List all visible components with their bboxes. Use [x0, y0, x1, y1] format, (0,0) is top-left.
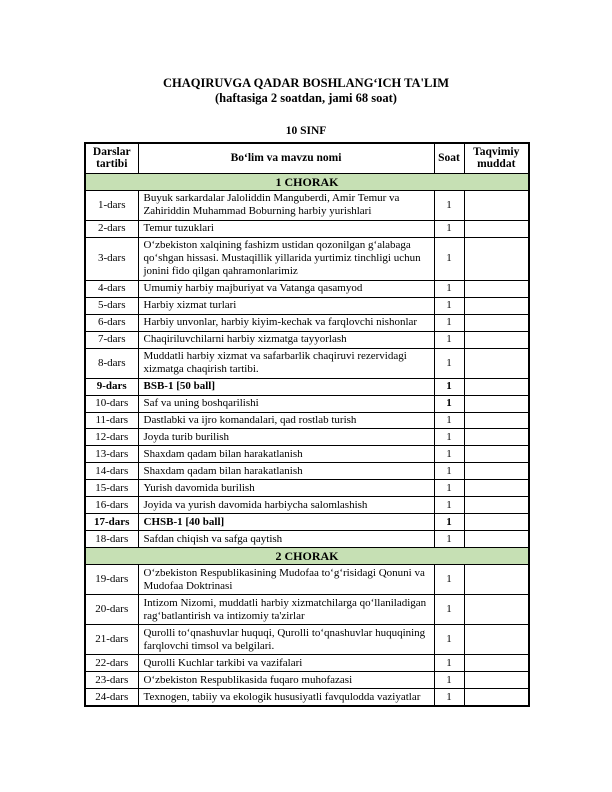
soat-cell: 1	[434, 480, 464, 497]
muddat-cell	[464, 314, 529, 331]
topic-cell: Harbiy xizmat turlari	[138, 297, 434, 314]
section-header-row	[85, 173, 529, 190]
lesson-row	[85, 463, 529, 480]
soat-cell: 1	[434, 220, 464, 237]
topic-cell: Yurish davomida burilish	[138, 480, 434, 497]
topic-cell: Joyda turib burilish	[138, 429, 434, 446]
soat-cell: 1	[434, 463, 464, 480]
lesson-order-cell: 11-dars	[85, 412, 138, 429]
muddat-cell	[464, 378, 529, 395]
topic-cell: Texnogen, tabiiy va ekologik hususiyatli favqulodda vaziyatlar	[138, 689, 434, 706]
muddat-cell	[464, 672, 529, 689]
soat-cell: 1	[434, 280, 464, 297]
lesson-row	[85, 348, 529, 378]
topic-cell: Shaxdam qadam bilan harakatlanish	[138, 446, 434, 463]
lesson-row	[85, 625, 529, 655]
soat-cell: 1	[434, 531, 464, 548]
lesson-order-cell: 3-dars	[85, 237, 138, 280]
lesson-row	[85, 412, 529, 429]
topic-cell: Shaxdam qadam bilan harakatlanish	[138, 463, 434, 480]
soat-cell: 1	[434, 297, 464, 314]
section-title: 1 CHORAK	[85, 173, 529, 190]
soat-cell: 1	[434, 446, 464, 463]
muddat-cell	[464, 237, 529, 280]
muddat-cell	[464, 625, 529, 655]
muddat-cell	[464, 395, 529, 412]
soat-cell: 1	[434, 514, 464, 531]
lesson-row	[85, 531, 529, 548]
topic-cell: Harbiy unvonlar, harbiy kiyim-kechak va farqlovchi nishonlar	[138, 314, 434, 331]
title-line-1: CHAQIRUVGA QADAR BOSHLANGʻICH TA'LIM	[162, 76, 450, 90]
header-row	[85, 143, 529, 174]
soat-cell: 1	[434, 190, 464, 220]
soat-cell: 1	[434, 237, 464, 280]
soat-cell: 1	[434, 595, 464, 625]
lesson-order-cell: 19-dars	[85, 565, 138, 595]
muddat-cell	[464, 514, 529, 531]
muddat-cell	[464, 280, 529, 297]
curriculum-table-header	[85, 143, 529, 174]
muddat-cell	[464, 331, 529, 348]
col-header-darslar-tartibi: Darslar tartibi	[85, 143, 138, 174]
lesson-order-cell: 20-dars	[85, 595, 138, 625]
muddat-cell	[464, 531, 529, 548]
lesson-row	[85, 395, 529, 412]
lesson-order-cell: 16-dars	[85, 497, 138, 514]
topic-cell: Chaqiriluvchilarni harbiy xizmatga tayyorlash	[138, 331, 434, 348]
lesson-order-cell: 9-dars	[85, 378, 138, 395]
lesson-row	[85, 565, 529, 595]
topic-cell: CHSB-1 [40 ball]	[138, 514, 434, 531]
topic-cell: Joyida va yurish davomida harbiycha salomlashish	[138, 497, 434, 514]
topic-cell: Oʻzbekiston xalqining fashizm ustidan qozonilgan gʻalabaga qoʻshgan hissasi. Mustaqillik yillarida yurtimiz tinchligi uchun jonini fido qilgan qahramonlarimiz	[138, 237, 434, 280]
muddat-cell	[464, 446, 529, 463]
grade-heading: 10 SINF	[285, 124, 327, 137]
curriculum-table	[84, 142, 530, 708]
muddat-cell	[464, 463, 529, 480]
lesson-order-cell: 22-dars	[85, 655, 138, 672]
lesson-order-cell: 14-dars	[85, 463, 138, 480]
lesson-row	[85, 514, 529, 531]
topic-cell: Qurolli toʻqnashuvlar huquqi, Qurolli toʻqnashuvlar huquqining farqlovchi timsol va belgilari.	[138, 625, 434, 655]
topic-cell: Muddatli harbiy xizmat va safarbarlik chaqiruvi rezervidagi xizmatga chaqirish tartibi.	[138, 348, 434, 378]
muddat-cell	[464, 412, 529, 429]
topic-cell: Oʻzbekiston Respublikasining Mudofaa toʻgʻrisidagi Qonuni va Mudofaa Doktrinasi	[138, 565, 434, 595]
section-title: 2 CHORAK	[85, 548, 529, 565]
soat-cell: 1	[434, 429, 464, 446]
lesson-order-cell: 4-dars	[85, 280, 138, 297]
soat-cell: 1	[434, 412, 464, 429]
muddat-cell	[464, 689, 529, 706]
soat-cell: 1	[434, 497, 464, 514]
col-header-taqvimiy-muddat: Taqvimiy muddat	[464, 143, 529, 174]
soat-cell: 1	[434, 395, 464, 412]
muddat-cell	[464, 348, 529, 378]
lesson-row	[85, 595, 529, 625]
title-line-2: (haftasiga 2 soatdan, jami 68 soat)	[215, 90, 397, 105]
muddat-cell	[464, 655, 529, 672]
topic-cell: Oʻzbekiston Respublikasida fuqaro muhofazasi	[138, 672, 434, 689]
topic-cell: Intizom Nizomi, muddatli harbiy xizmatchilarga qoʻllaniladigan ragʻbatlantirish va intizomiy ta'zirlar	[138, 595, 434, 625]
lesson-row	[85, 429, 529, 446]
muddat-cell	[464, 595, 529, 625]
topic-cell: Temur tuzuklari	[138, 220, 434, 237]
topic-cell: Saf va uning boshqarilishi	[138, 395, 434, 412]
lesson-row	[85, 220, 529, 237]
section-header-row	[85, 548, 529, 565]
soat-cell: 1	[434, 331, 464, 348]
lesson-row	[85, 672, 529, 689]
soat-cell: 1	[434, 314, 464, 331]
lesson-row	[85, 297, 529, 314]
lesson-order-cell: 1-dars	[85, 190, 138, 220]
lesson-order-cell: 24-dars	[85, 689, 138, 706]
lesson-order-cell: 8-dars	[85, 348, 138, 378]
soat-cell: 1	[434, 348, 464, 378]
col-header-bolim-mavzu: Boʻlim va mavzu nomi	[138, 143, 434, 174]
soat-cell: 1	[434, 625, 464, 655]
lesson-order-cell: 5-dars	[85, 297, 138, 314]
lesson-row	[85, 378, 529, 395]
lesson-order-cell: 17-dars	[85, 514, 138, 531]
topic-cell: BSB-1 [50 ball]	[138, 378, 434, 395]
soat-cell: 1	[434, 689, 464, 706]
lesson-row	[85, 280, 529, 297]
muddat-cell	[464, 220, 529, 237]
col-header-soat: Soat	[434, 143, 464, 174]
soat-cell: 1	[434, 565, 464, 595]
topic-cell: Buyuk sarkardalar Jaloliddin Manguberdi, Amir Temur va Zahiriddin Muhammad Boburning harbiy yurishlari	[138, 190, 434, 220]
muddat-cell	[464, 297, 529, 314]
lesson-order-cell: 15-dars	[85, 480, 138, 497]
document-title	[84, 76, 528, 106]
lesson-order-cell: 7-dars	[85, 331, 138, 348]
lesson-order-cell: 21-dars	[85, 625, 138, 655]
curriculum-table-body	[85, 173, 529, 706]
lesson-order-cell: 23-dars	[85, 672, 138, 689]
lesson-order-cell: 6-dars	[85, 314, 138, 331]
lesson-row	[85, 331, 529, 348]
lesson-order-cell: 13-dars	[85, 446, 138, 463]
muddat-cell	[464, 190, 529, 220]
lesson-row	[85, 655, 529, 672]
topic-cell: Safdan chiqish va safga qaytish	[138, 531, 434, 548]
muddat-cell	[464, 480, 529, 497]
soat-cell: 1	[434, 378, 464, 395]
lesson-order-cell: 18-dars	[85, 531, 138, 548]
lesson-order-cell: 10-dars	[85, 395, 138, 412]
lesson-row	[85, 190, 529, 220]
topic-cell: Umumiy harbiy majburiyat va Vatanga qasamyod	[138, 280, 434, 297]
lesson-order-cell: 12-dars	[85, 429, 138, 446]
muddat-cell	[464, 497, 529, 514]
soat-cell: 1	[434, 655, 464, 672]
topic-cell: Qurolli Kuchlar tarkibi va vazifalari	[138, 655, 434, 672]
soat-cell: 1	[434, 672, 464, 689]
lesson-row	[85, 497, 529, 514]
topic-cell: Dastlabki va ijro komandalari, qad rostlab turish	[138, 412, 434, 429]
lesson-row	[85, 446, 529, 463]
lesson-row	[85, 689, 529, 706]
muddat-cell	[464, 565, 529, 595]
lesson-order-cell: 2-dars	[85, 220, 138, 237]
muddat-cell	[464, 429, 529, 446]
lesson-row	[85, 480, 529, 497]
lesson-row	[85, 314, 529, 331]
lesson-row	[85, 237, 529, 280]
